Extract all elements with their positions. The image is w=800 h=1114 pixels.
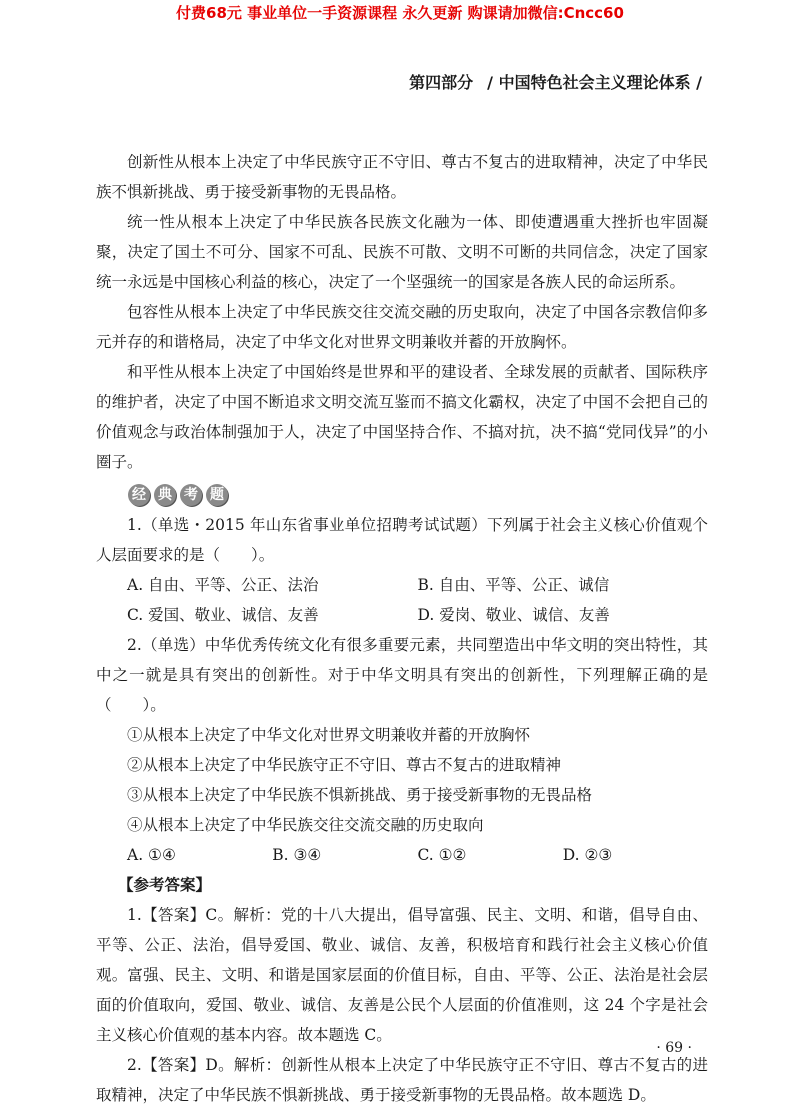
q2-option-b: B. ③④ — [272, 846, 322, 864]
question-2-options-row — [96, 840, 708, 870]
badge-char: 典 — [154, 484, 176, 506]
header-part: 第四部分 — [409, 73, 474, 92]
q2-option-c: C. ①② — [417, 846, 467, 864]
q2-item-1: ①从根本上决定了中华文化对世界文明兼收并蓄的开放胸怀 — [127, 726, 531, 744]
paragraph-inclusiveness: 包容性从根本上决定了中华民族交往交流交融的历史取向，决定了中国各宗教信仰多元并存的和谐格局，决定了中华文化对世界文明兼收并蓄的开放胸怀。 — [96, 303, 708, 351]
page-number: · 69 · — [656, 1040, 692, 1056]
question-1-options-row — [96, 570, 708, 600]
q1-option-c: C. 爱国、敬业、诚信、友善 — [127, 606, 319, 624]
paragraph-peace: 和平性从根本上决定了中国始终是世界和平的建设者、全球发展的贡献者、国际秩序的维护者，决定了中国不断追求文明交流互鉴而不搞文化霸权，决定了中国不会把自己的价值观念与政治体制强加于人，决定了中国坚持合作、不搞对抗，决不搞“党同伐异”的小圈子。 — [96, 363, 708, 471]
paragraph-unity: 统一性从根本上决定了中华民族各民族文化融为一体、即使遭遇重大挫折也牢固凝聚，决定了国土不可分、国家不可乱、民族不可散、文明不可断的共同信念，决定了国家统一永远是中国核心利益的核心，决定了一个坚强统一的国家是各族人民的命运所系。 — [96, 213, 708, 291]
answers-title: 【参考答案】 — [118, 875, 212, 894]
header-title: / 中国特色社会主义理论体系 / — [487, 73, 702, 92]
watermark-banner: 付费68元 事业单位一手资源课程 永久更新 购课请加微信:Cncc60 — [176, 4, 624, 22]
q2-item-3: ③从根本上决定了中华民族不惧新挑战、勇于接受新事物的无畏品格 — [127, 786, 593, 804]
q2-option-a: A. ①④ — [127, 846, 176, 864]
q2-item-4: ④从根本上决定了中华民族交往交流交融的历史取向 — [127, 816, 484, 834]
section-badge — [128, 482, 708, 508]
question-2-stem: 2.（单选）中华优秀传统文化有很多重要元素，共同塑造出中华文明的突出特性，其中之一就是具有突出的创新性。对于中华文明具有突出的创新性，下列理解正确的是（ ）。 — [96, 636, 708, 714]
question-1-options-row — [96, 600, 708, 630]
q1-option-d: D. 爱岗、敬业、诚信、友善 — [417, 606, 610, 624]
q1-option-b: B. 自由、平等、公正、诚信 — [417, 576, 610, 594]
q2-option-d: D. ②③ — [562, 846, 613, 864]
answer-1: 1.【答案】C。解析：党的十八大提出，倡导富强、民主、文明、和谐，倡导自由、平等、公正、法治，倡导爱国、敬业、诚信、友善，积极培育和践行社会主义核心价值观。富强、民主、文明、和谐是国家层面的价值目标，自由、平等、公正、法治是社会层面的价值取向，爱国、敬业、诚信、友善是公民个人层面的价值准则，这 24 个字是社会主义核心价值观的基本内容。故本题选 C。 — [96, 906, 708, 1044]
question-1-stem: 1.（单选・2015 年山东省事业单位招聘考试试题）下列属于社会主义核心价值观个人层面要求的是（ ）。 — [96, 516, 708, 564]
running-header — [409, 70, 702, 93]
q2-item-2: ②从根本上决定了中华民族守正不守旧、尊古不复古的进取精神 — [127, 756, 562, 774]
q1-option-a: A. 自由、平等、公正、法治 — [127, 576, 319, 594]
answer-2: 2.【答案】D。解析：创新性从根本上决定了中华民族守正不守旧、尊古不复古的进取精神，决定了中华民族不惧新挑战、勇于接受新事物的无畏品格。故本题选 D。 — [96, 1056, 708, 1104]
page-content — [96, 147, 708, 1110]
badge-char: 考 — [180, 484, 202, 506]
badge-char: 题 — [206, 484, 228, 506]
paragraph-innovation: 创新性从根本上决定了中华民族守正不守旧、尊古不复古的进取精神，决定了中华民族不惧新挑战、勇于接受新事物的无畏品格。 — [96, 153, 708, 201]
badge-char: 经 — [128, 484, 150, 506]
